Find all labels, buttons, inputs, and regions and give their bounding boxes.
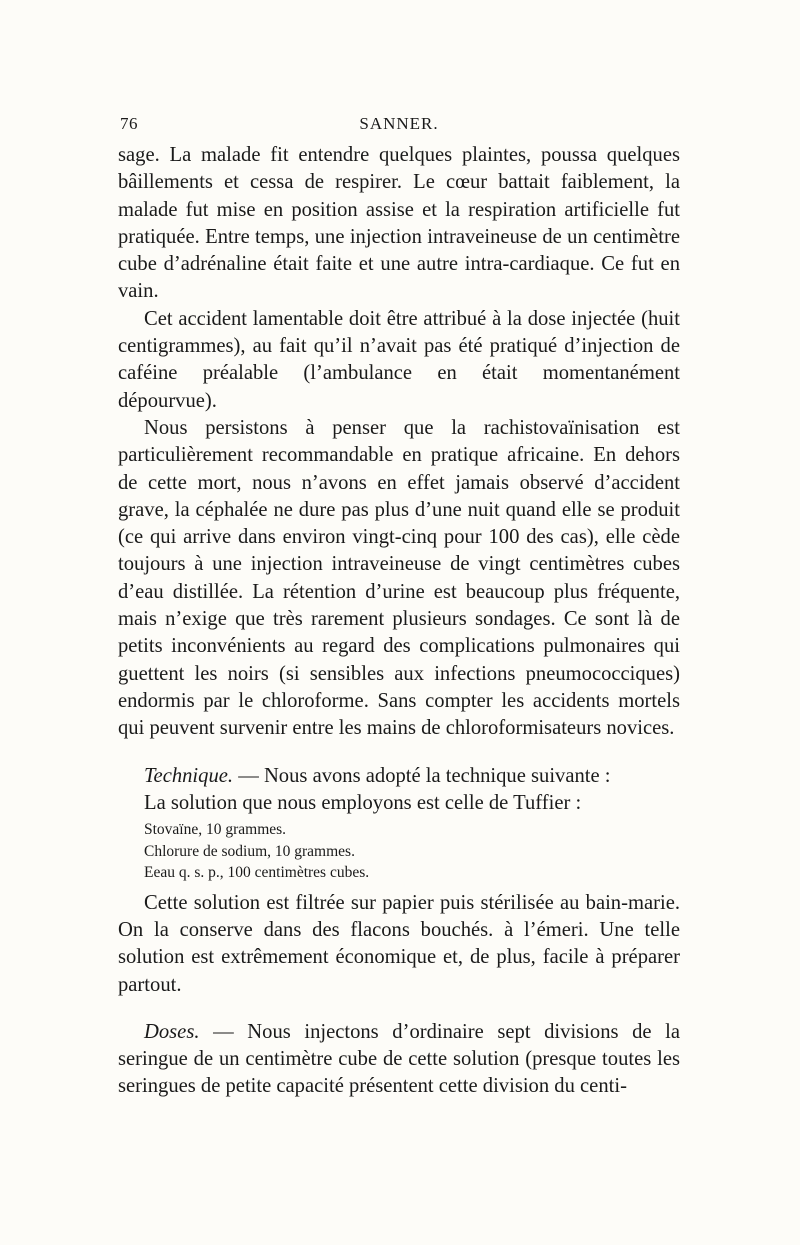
running-head <box>118 112 680 142</box>
technique-intro: La solution que nous employons est celle de Tuffier : <box>144 791 582 814</box>
running-title: SANNER. <box>359 114 439 133</box>
technique-preparation: Cette solution est filtrée sur papier puis stérilisée au bain-marie. On la conserve dans des flacons bouchés. à l’émeri. Une telle solution est extrêmement économique et, de plus, facile à préparer partout. <box>118 891 680 996</box>
technique-heading: Technique. <box>144 764 234 787</box>
doses-paragraph <box>118 1019 680 1101</box>
body-text <box>118 142 680 1101</box>
technique-section <box>118 763 680 999</box>
technique-heading-rest: — Nous avons adopté la technique suivante : <box>233 764 611 787</box>
book-page <box>118 112 680 1101</box>
formula-line-stovaine: Stovaïne, 10 grammes. <box>144 821 287 839</box>
doses-heading: Doses. <box>144 1020 200 1043</box>
paragraph-rachistovainisation: Nous persistons à penser que la rachistovaïnisation est particulièrement recommandable en pratique africaine. En dehors de cette mort, nous n’avons en effet jamais observé d’accident grave, la céphalée ne dure pas plus d’une nuit quand elle se produit (ce qui arrive dans environ vingt-cinq pour 100 des cas), elle cède toujours à une injection intraveineuse de vingt centimètres cubes d’eau distillée. La rétention d’urine est beaucoup plus fréquente, mais n’exige que très rarement plusieurs sondages. Ce sont là de petits inconvénients au regard des complications pulmonaires qui guettent les noirs (si sensibles aux infections pneumococciques) endormis par le chloroforme. Sans compter les accidents mortels qui peuvent survenir entre les mains de chloroformisateurs novices. <box>118 416 680 740</box>
technique-heading-line <box>118 763 680 790</box>
formula-line-eau: Eeau q. s. p., 100 centimètres cubes. <box>144 864 370 882</box>
page-number: 76 <box>120 114 138 133</box>
paragraph-accident: Cet accident lamentable doit être attribué à la dose injectée (huit centigrammes), au fait qu’il n’avait pas été pratiqué d’injection de caféine préalable (l’ambulance en était momentanément dépourvue). <box>118 307 680 412</box>
formula-line-chlorure: Chlorure de sodium, 10 grammes. <box>144 842 355 860</box>
formula-list <box>144 819 680 884</box>
paragraph-continued: sage. La malade fit entendre quelques plaintes, poussa quelques bâillements et cessa de respirer. Le cœur battait faiblement, la malade fut mise en position assise et la respiration artificielle fut pratiquée. Entre temps, une injection intraveineuse de un centimètre cube d’adrénaline était faite et une autre intra-cardiaque. Ce fut en vain. <box>118 144 680 303</box>
doses-section <box>118 1019 680 1101</box>
doses-text: — Nous injectons d’ordinaire sept divisions de la seringue de un centimètre cube de cette solution (presque toutes les seringues de petite capacité présentent cette division du centi- <box>118 1020 680 1098</box>
